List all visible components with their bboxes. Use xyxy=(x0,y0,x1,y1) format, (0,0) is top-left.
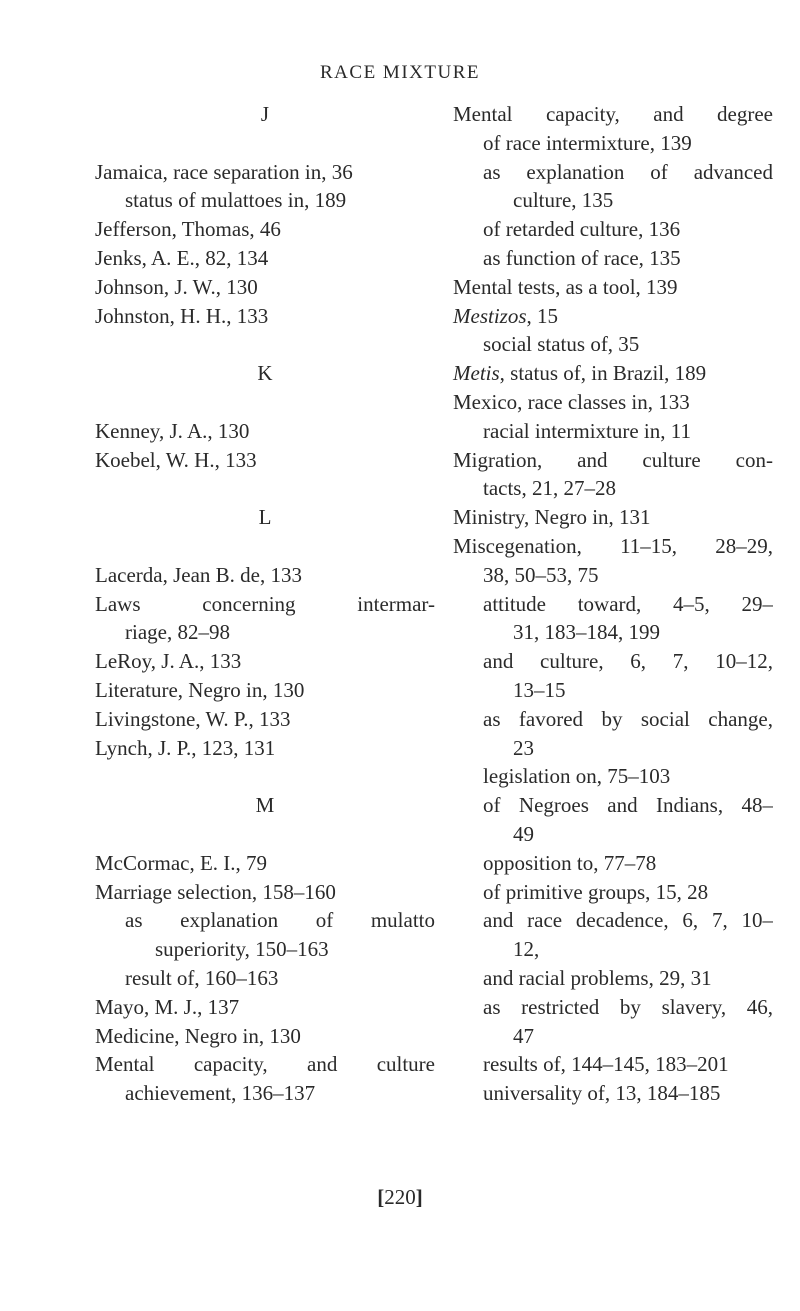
running-head: RACE MIXTURE xyxy=(320,62,480,83)
index-continuation: as function of race, 135 xyxy=(483,245,681,270)
section-letter: M xyxy=(255,793,275,818)
index-continuation: racial intermixture in, 11 xyxy=(483,418,691,443)
index-entry: Lynch, J. P., 123, 131 xyxy=(95,735,276,760)
index-entry: Jefferson, Thomas, 46 xyxy=(95,217,281,242)
italic-term: Mestizos xyxy=(453,303,527,328)
index-continuation: status of mulattoes in, 189 xyxy=(125,188,347,213)
index-subentry-continuation: 47 xyxy=(513,1023,534,1048)
spacer xyxy=(95,388,435,417)
index-continuation: tacts, 21, 27–28 xyxy=(483,476,616,501)
index-entry: Johnston, H. H., 133 xyxy=(95,303,269,328)
index-continuation: of race intermixture, 139 xyxy=(483,130,692,155)
index-subentry: result of, 160–163 xyxy=(125,965,279,990)
index-subentry-continuation: 31, 183–184, 199 xyxy=(513,620,660,645)
index-entry: Mayo, M. J., 137 xyxy=(95,994,240,1019)
right-bracket: ] xyxy=(415,1185,423,1209)
spacer xyxy=(95,762,435,791)
index-continuation: attitude toward, 4–5, 29– xyxy=(483,591,773,616)
index-continuation: as restricted by slavery, 46, xyxy=(483,994,773,1019)
index-entry: Jamaica, race separation in, 36 xyxy=(95,159,353,184)
index-continuation: and racial problems, 29, 31 xyxy=(483,965,712,990)
index-continuation: and culture, 6, 7, 10–12, xyxy=(483,649,773,674)
index-continuation: and race decadence, 6, 7, 10– xyxy=(483,908,773,933)
index-entry: Livingstone, W. P., 133 xyxy=(95,706,291,731)
index-entry: Literature, Negro in, 130 xyxy=(95,677,305,702)
index-entry: McCormac, E. I., 79 xyxy=(95,850,268,875)
index-subentry: as explanation of mulatto xyxy=(125,908,435,933)
index-entry: Mental capacity, and degree xyxy=(453,102,773,126)
index-entry: Koebel, W. H., 133 xyxy=(95,447,257,472)
index-continuation: opposition to, 77–78 xyxy=(483,850,657,875)
page-number-value: 220 xyxy=(384,1185,416,1209)
index-continuation: legislation on, 75–103 xyxy=(483,764,671,789)
index-continuation: of Negroes and Indians, 48– xyxy=(483,793,773,818)
spacer xyxy=(95,474,435,503)
index-entry: Marriage selection, 158–160 xyxy=(95,879,336,904)
index-entry: Miscegenation, 11–15, 28–29, xyxy=(453,533,773,558)
left-bracket: [ xyxy=(377,1185,385,1209)
index-column-left xyxy=(95,100,435,1108)
index-entry: Laws concerning intermar- xyxy=(95,591,435,616)
index-continuation: achievement, 136–137 xyxy=(125,1081,316,1106)
section-letter: J xyxy=(260,102,270,126)
index-entry: Mestizos, 15 xyxy=(453,303,558,328)
index-entry: Mental capacity, and culture xyxy=(95,1052,435,1077)
section-letter: L xyxy=(258,505,272,530)
index-entry: Migration, and culture con- xyxy=(453,447,773,472)
spacer xyxy=(95,532,435,561)
index-subentry-continuation: 12, xyxy=(513,937,540,962)
spacer xyxy=(95,129,435,158)
spacer xyxy=(95,330,435,359)
index-entry: Jenks, A. E., 82, 134 xyxy=(95,245,269,270)
index-entry: Ministry, Negro in, 131 xyxy=(453,505,651,530)
section-letter: K xyxy=(257,361,273,386)
index-entry: Metis, status of, in Brazil, 189 xyxy=(453,361,707,386)
index-continuation: as favored by social change, xyxy=(483,706,773,731)
page-number xyxy=(0,1185,800,1210)
index-entry: Medicine, Negro in, 130 xyxy=(95,1023,301,1048)
index-entry: Lacerda, Jean B. de, 133 xyxy=(95,562,302,587)
index-subentry-continuation: 13–15 xyxy=(513,677,566,702)
index-entry: Mexico, race classes in, 133 xyxy=(453,389,690,414)
index-subentry: of retarded culture, 136 xyxy=(483,217,681,242)
spacer xyxy=(95,820,435,849)
index-subentry-continuation: 49 xyxy=(513,821,534,846)
index-subentry-continuation: 23 xyxy=(513,735,534,760)
index-subentry-continuation: superiority, 150–163 xyxy=(155,937,329,962)
index-continuation: social status of, 35 xyxy=(483,332,640,357)
index-entry: Kenney, J. A., 130 xyxy=(95,418,250,443)
index-column-right xyxy=(453,100,773,1108)
index-continuation: universality of, 13, 184–185 xyxy=(483,1081,721,1106)
index-entry: Mental tests, as a tool, 139 xyxy=(453,274,678,299)
index-continuation: results of, 144–145, 183–201 xyxy=(483,1052,729,1077)
index-continuation: as explanation of advanced xyxy=(483,159,773,184)
index-continuation: of primitive groups, 15, 28 xyxy=(483,879,709,904)
index-continuation: 38, 50–53, 75 xyxy=(483,562,599,587)
index-entry: Johnson, J. W., 130 xyxy=(95,274,258,299)
index-subentry-continuation: culture, 135 xyxy=(513,188,614,213)
index-entry: LeRoy, J. A., 133 xyxy=(95,649,242,674)
italic-term: Metis xyxy=(453,361,500,386)
index-continuation: riage, 82–98 xyxy=(125,620,230,645)
